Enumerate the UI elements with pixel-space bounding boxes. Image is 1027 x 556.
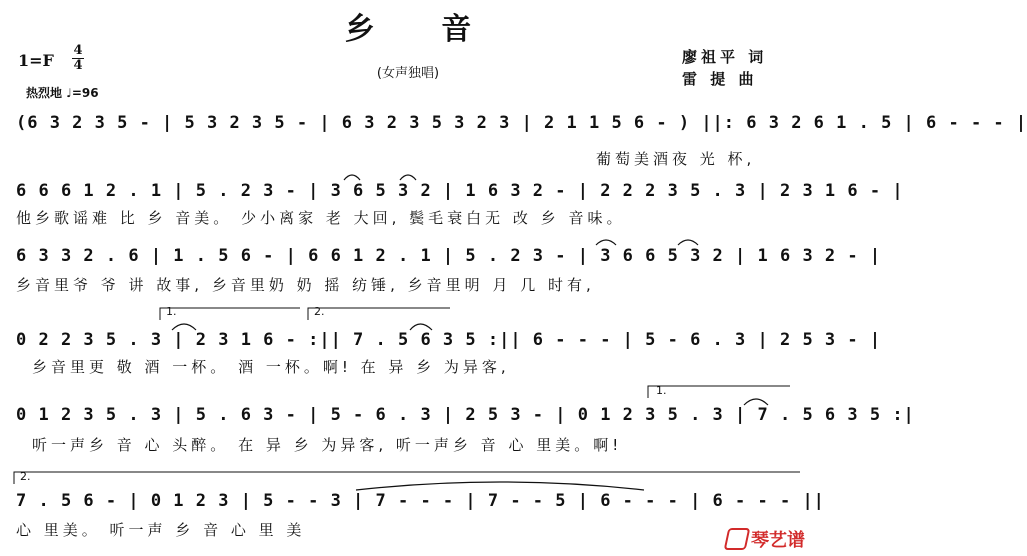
volta-first-label: 1. [166, 305, 177, 318]
tempo-marking: 热烈地 ♩=96 [26, 86, 99, 100]
score-row-3-notes: 6 3 3 2 . 6 | 1 . 5 6 - | 6 6 1 2 . 1 | 5 . 2 3 - | 3 6 6 5 3 2 | 1 6 3 2 - | [16, 246, 882, 266]
score-row-6-notes: 7 . 5 6 - | 0 1 2 3 | 5 - - 3 | 7 - - - | 7 - - 5 | 6 - - - | 6 - - - || [16, 491, 825, 511]
slur-5 [172, 324, 196, 330]
score-row-5-lyrics: 听一声乡 音 心 头醉。 在 异 乡 为异客, 听一声乡 音 心 里美。啊! [32, 436, 623, 454]
volta-first-label-row5: 1. [656, 384, 667, 397]
volta-bracket-3 [648, 386, 790, 398]
score-row-4-notes: 0 2 2 3 5 . 3 | 2 3 1 6 - :|| 7 . 5 6 3 5 :|| 6 - - - | 5 - 6 . 3 | 2 5 3 - | [16, 330, 882, 350]
key-signature: 1=F [18, 51, 54, 70]
score-row-2-notes: 6 6 6 1 2 . 1 | 5 . 2 3 - | 3 6 5 3 2 | 1 6 3 2 - | 2 2 2 3 5 . 3 | 2 3 1 6 - | [16, 181, 904, 201]
slur-4 [678, 240, 698, 245]
watermark-logo-icon [724, 528, 751, 550]
score-row-1-lyrics: 葡萄美酒夜 光 杯, [596, 150, 756, 168]
slur-8 [356, 482, 644, 490]
slur-1 [344, 175, 360, 180]
slur-6 [410, 324, 432, 330]
volta-second-label-row6: 2. [20, 470, 31, 483]
score-row-3-lyrics: 乡音里爷 爷 讲 故事, 乡音里奶 奶 摇 纺锤, 乡音里明 月 几 时有, [16, 276, 595, 294]
composer-credit: 雷 提 曲 [682, 70, 758, 88]
page-title: 乡 音 [344, 12, 500, 47]
volta-bracket-4 [14, 472, 800, 484]
volta-second-label: 2. [314, 305, 325, 318]
score-row-6-lyrics: 心 里美。 听一声 乡 音 心 里 美 [16, 521, 306, 539]
volta-bracket-2 [308, 308, 450, 320]
watermark-text: 琴艺谱 [751, 530, 805, 551]
subtitle: (女声独唱) [376, 66, 440, 81]
slur-7 [744, 399, 768, 405]
watermark [726, 526, 805, 552]
score-row-4-lyrics: 乡音里更 敬 酒 一杯。 酒 一杯。啊! 在 异 乡 为异客, [32, 358, 510, 376]
slur-3 [596, 240, 616, 245]
score-row-1-notes: (6 3 2 3 5 - | 5 3 2 3 5 - | 6 3 2 3 5 3 2 3 | 2 1 1 5 6 - ) ||: 6 3 2 6 1 . 5 | 6 - - - | [16, 113, 1027, 133]
score-row-2-lyrics: 他乡歌谣难 比 乡 音美。 少小离家 老 大回, 鬓毛衰白无 改 乡 音味。 [16, 209, 626, 227]
slur-2 [400, 175, 416, 180]
score-row-5-notes: 0 1 2 3 5 . 3 | 5 . 6 3 - | 5 - 6 . 3 | 2 5 3 - | 0 1 2 3 5 . 3 | 7 . 5 6 3 5 :| [16, 405, 915, 425]
volta-bracket-1 [160, 308, 300, 320]
lyricist-credit: 廖祖平 词 [682, 48, 768, 66]
meter-top: 4 [73, 43, 83, 58]
meter-bottom: 4 [73, 58, 83, 73]
